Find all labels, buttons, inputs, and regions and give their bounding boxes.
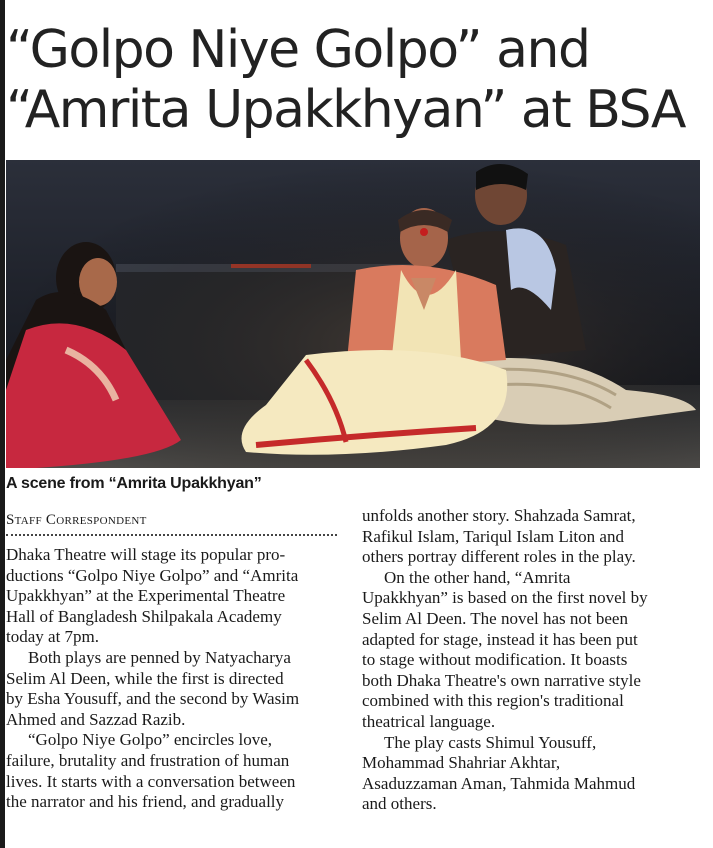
text-line: lives. It starts with a conversation between [6,771,296,791]
text-line: and others. [362,794,437,814]
left-border-rule [0,0,5,848]
text-line: unfolds another story. Shahzada Samrat, [362,506,636,525]
article-column-left [6,545,342,813]
text-line: Both plays are penned by Natyacharya [28,647,291,667]
text-line: Ahmed and Sazzad Razib. [6,709,186,729]
text-line: Upakkhyan” is based on the first novel by [362,588,648,608]
text-line: theatrical language. [362,711,496,731]
paragraph [6,730,342,812]
headline-line-2: “Amrita Upakkhyan” at BSA [6,80,685,140]
paragraph [6,545,342,648]
headline-line-1: “Golpo Niye Golpo” and [6,20,590,80]
theatre-scene-photo [6,160,700,468]
text-line: Upakkhyan” at the Experimental Theatre [6,586,286,606]
text-line: Selim Al Deen. The novel has not been [362,608,628,628]
byline: Staff Correspondent [6,512,147,528]
text-line: the narrator and his friend, and gradually [6,792,285,812]
text-line: combined with this region's traditional [362,691,624,711]
text-line: Mohammad Shahriar Akhtar, [362,753,561,773]
text-line: adapted for stage, instead it has been put [362,629,638,649]
text-line: by Esha Yousuff, and the second by Wasim [6,689,300,709]
paragraph [362,568,704,733]
photo-caption: A scene from “Amrita Upakkhyan” [6,475,262,492]
text-line: ductions “Golpo Niye Golpo” and “Amrita [6,565,299,585]
paragraph [362,506,704,568]
text-line: Selim Al Deen, while the first is directed [6,668,284,688]
paragraph [6,648,342,730]
text-line: Hall of Bangladesh Shilpakala Academy [6,606,282,626]
text-line: failure, brutality and frustration of human [6,750,290,770]
text-line: Asaduzzaman Aman, Tahmida Mahmud [362,773,636,793]
text-line: today at 7pm. [6,627,100,647]
article-column-right [362,506,704,815]
text-line: others portray different roles in the play. [362,547,636,567]
text-line: The play casts Shimul Yousuff, [384,732,597,752]
text-line: On the other hand, “Amrita [384,567,571,587]
text-line: both Dhaka Theatre's own narrative style [362,670,641,690]
text-line: to stage without modification. It boasts [362,650,628,670]
paragraph [362,733,704,815]
text-line: Rafikul Islam, Tariqul Islam Liton and [362,526,624,546]
byline-divider [6,534,337,536]
text-line: “Golpo Niye Golpo” encircles love, [28,730,273,750]
text-line: Dhaka Theatre will stage its popular pro- [6,545,286,564]
headline [6,20,706,140]
